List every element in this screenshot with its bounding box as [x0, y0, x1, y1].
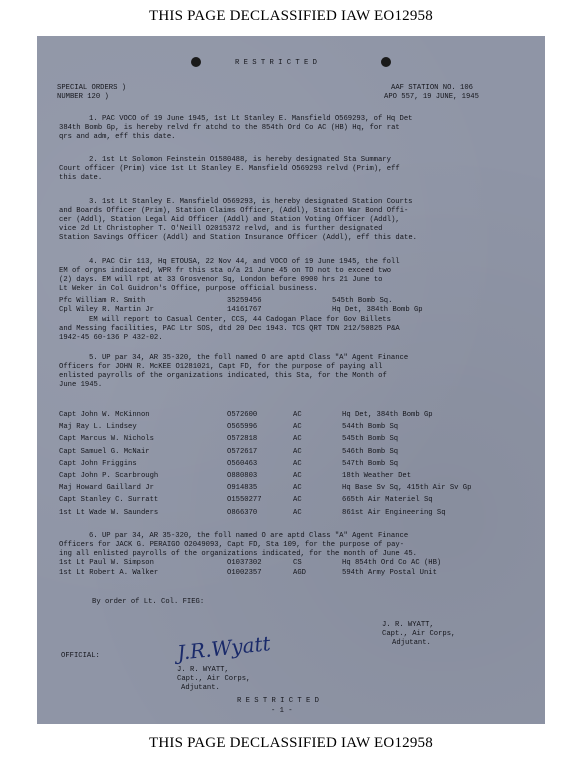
officer-serial: O1037302: [227, 559, 262, 567]
special-orders-label: SPECIAL ORDERS ): [57, 84, 127, 92]
paragraph-line: and Messing facilities, PAC Ltr SOS, dtd 20 Dec 1943. TCS QRT TDN 212/50825 P&A: [59, 325, 400, 333]
officer-row: [57, 423, 537, 432]
officer-unit: 861st Air Engineering Sq: [342, 508, 446, 517]
document-page: [37, 36, 545, 724]
paragraph-3: [59, 198, 529, 243]
signature-title: Adjutant.: [392, 639, 431, 647]
em-name: Cpl Wiley R. Martin Jr: [59, 306, 154, 314]
officer-unit: Hq Det, 384th Bomb Gp: [342, 411, 433, 419]
em-unit: 545th Bomb Sq.: [332, 297, 393, 305]
handwritten-signature: J.R.Wyatt: [176, 631, 272, 665]
signature-rank: Capt., Air Corps,: [382, 630, 456, 638]
paragraph-line: 1. PAC VOCO of 19 June 1945, 1st Lt Stanley E. Mansfield O569293, of Hq Det: [89, 115, 413, 123]
officer-unit: 594th Army Postal Unit: [342, 568, 437, 577]
orders-number-label: NUMBER 120 ): [57, 93, 109, 101]
paragraph-line: vice 2d Lt Christopher T. O'Neill O2015372 relvd, and is further designated: [59, 225, 383, 233]
officer-unit: 546th Bomb Sq: [342, 447, 399, 456]
restricted-footer: R E S T R I C T E D: [237, 697, 319, 705]
official-rank: Capt., Air Corps,: [177, 675, 251, 683]
officer-unit: 545th Bomb Sq: [342, 435, 399, 444]
officer-name: Maj Ray L. Lindsey: [59, 423, 137, 432]
officer-branch: AC: [293, 411, 302, 419]
officer-branch: AC: [293, 435, 302, 444]
officer-unit: 18th Weather Det: [342, 472, 412, 480]
officer-unit: Hq Base Sv Sq, 415th Air Sv Gp: [342, 484, 472, 493]
officer-name: 1st Lt Paul W. Simpson: [59, 559, 154, 567]
paragraph-2: [59, 156, 529, 183]
paragraph-line: EM of orgns indicated, WPR fr this sta o/a 21 June 45 on TD not to exceed two: [59, 267, 392, 275]
officer-branch: AC: [293, 496, 302, 505]
em-unit: Hq Det, 384th Bomb Gp: [332, 306, 423, 314]
officer-row: [57, 496, 537, 505]
officer-name: Capt John Friggins: [59, 459, 137, 468]
officer-name: 1st Lt Robert A. Walker: [59, 568, 159, 577]
officer-serial: O866370: [227, 508, 258, 517]
paragraph-4-tail: [59, 316, 529, 343]
officer-name: Capt John W. McKinnon: [59, 411, 150, 419]
em-row: [57, 297, 537, 306]
station-label: AAF STATION NO. 106: [391, 84, 473, 92]
paragraph-line: 5. UP par 34, AR 35-320, the foll named O are aptd Class "A" Agent Finance: [89, 354, 409, 362]
paragraph-line: Station Savings Officer (Addl) and Station Insurance Officer (Addl), eff this date.: [59, 234, 417, 242]
em-name: Pfc William R. Smith: [59, 297, 146, 305]
paragraph-line: 6. UP par 34, AR 35-320, the foll named O are aptd Class "A" Agent Finance: [89, 532, 409, 540]
officer-branch: AC: [293, 484, 302, 493]
officer-branch: AC: [293, 447, 302, 456]
officer-unit: 665th Air Materiel Sq: [342, 496, 433, 505]
paragraph-line: June 1945.: [59, 381, 103, 389]
officer-row: [57, 509, 537, 518]
officer-row: [57, 435, 537, 444]
officer-name: Capt Stanley C. Surratt: [59, 496, 159, 505]
paragraph-line: 384th Bomb Gp, is hereby relvd fr atchd to the 854th Ord Co AC (HB) Hq, for rat: [59, 124, 400, 132]
officer-row: [57, 448, 537, 457]
officer-name: Maj Howard Gaillard Jr: [59, 484, 154, 493]
paragraph-line: 4. PAC Cir 113, Hq ETOUSA, 22 Nov 44, and VOCO of 19 June 1945, the foll: [89, 258, 400, 266]
paragraph-line: Officers for JACK G. PERAIGO O2049093, Capt FD, Sta 109, for the purpose of pay-: [59, 541, 405, 549]
paragraph-line: 1942-45 60-136 P 432-02.: [59, 334, 163, 342]
officer-name: Capt John P. Scarbrough: [59, 472, 159, 480]
paragraph-line: Officers for JOHN R. McKEE O1281021, Capt FD, for the purpose of paying all: [59, 363, 383, 371]
declassified-banner-bottom: THIS PAGE DECLASSIFIED IAW EO12958: [149, 735, 433, 751]
paragraph-line: cer (Addl), Station Legal Aid Officer (Addl) and Station Voting Officer (Addl),: [59, 216, 400, 224]
officer-serial: O1550277: [227, 496, 262, 505]
em-row: [57, 306, 537, 315]
officer-name: Capt Samuel G. McNair: [59, 447, 150, 456]
paragraph-line: 3. 1st Lt Stanley E. Mansfield O569293, is hereby designated Station Courts: [89, 198, 413, 206]
officer-row: [57, 411, 537, 420]
officer-serial: O914835: [227, 484, 258, 493]
paragraph-4: [59, 258, 529, 294]
paragraph-6: [59, 532, 529, 559]
officer-row: [57, 559, 537, 568]
officer-serial: O565996: [227, 423, 258, 432]
paragraph-line: EM will report to Casual Center, CCS, 44 Cadogan Place for Gov Billets: [89, 316, 391, 324]
signature-name: J. R. WYATT,: [382, 621, 434, 629]
apo-date: APO 557, 19 JUNE, 1945: [384, 93, 479, 101]
page-number: - 1 -: [271, 707, 293, 715]
paragraph-line: this date.: [59, 174, 103, 182]
officer-row: [57, 460, 537, 469]
paragraph-line: Lt Weker in Col Guidron's Office, purpose official business.: [59, 285, 318, 293]
punch-hole-right: [381, 57, 391, 67]
officer-unit: Hq 854th Ord Co AC (HB): [342, 559, 442, 567]
paragraph-line: enlisted payrolls of the organizations indicated, this Sta, for the Month of: [59, 372, 387, 380]
declassified-banner-top: THIS PAGE DECLASSIFIED IAW EO12958: [149, 8, 433, 24]
paragraph-line: 2. 1st Lt Solomon Feinstein O1580488, is hereby designated Sta Summary: [89, 156, 391, 164]
paragraph-5: [59, 354, 529, 390]
officer-serial: O572617: [227, 447, 258, 456]
officer-branch: AGD: [293, 568, 306, 577]
officer-branch: AC: [293, 423, 302, 432]
officer-row: [57, 484, 537, 493]
officer-serial: O560463: [227, 459, 258, 468]
officer-row: [57, 472, 537, 481]
restricted-header: R E S T R I C T E D: [235, 59, 317, 67]
em-serial: 35259456: [227, 297, 262, 305]
officer-serial: O1002357: [227, 568, 262, 577]
paragraph-line: (2) days. EM will rpt at 33 Grosvenor Sq, London before 0900 hrs 21 June to: [59, 276, 383, 284]
officer-serial: O572600: [227, 411, 258, 419]
paragraph-1: [59, 115, 529, 142]
by-order-line: By order of Lt. Col. FIEG:: [92, 598, 205, 606]
officer-unit: 547th Bomb Sq: [342, 459, 399, 468]
officer-name: Capt Marcus W. Nichols: [59, 435, 154, 444]
officer-branch: CS: [293, 559, 302, 567]
paragraph-line: and Boards Officer (Prim), Station Claims Officer, (Addl), Station War Bond Offi-: [59, 207, 409, 215]
official-name: J. R. WYATT,: [177, 666, 229, 674]
official-label: OFFICIAL:: [61, 652, 100, 660]
officer-unit: 544th Bomb Sq: [342, 423, 399, 432]
officer-name: 1st Lt Wade W. Saunders: [59, 508, 159, 517]
paragraph-line: qrs and adm, eff this date.: [59, 133, 176, 141]
officer-serial: O880803: [227, 472, 258, 480]
punch-hole-left: [191, 57, 201, 67]
officer-branch: AC: [293, 508, 302, 517]
officer-serial: O572818: [227, 435, 258, 444]
paragraph-line: Court officer (Prim) vice 1st Lt Stanley E. Mansfield O569293 relvd (Prim), eff: [59, 165, 400, 173]
paragraph-line: ing all enlisted payrolls of the organizations indicated, for the month of June 45.: [59, 550, 417, 558]
official-title: Adjutant.: [181, 684, 220, 692]
officer-branch: AC: [293, 459, 302, 468]
officer-branch: AC: [293, 472, 302, 480]
officer-row: [57, 569, 537, 578]
em-serial: 14161767: [227, 306, 262, 314]
